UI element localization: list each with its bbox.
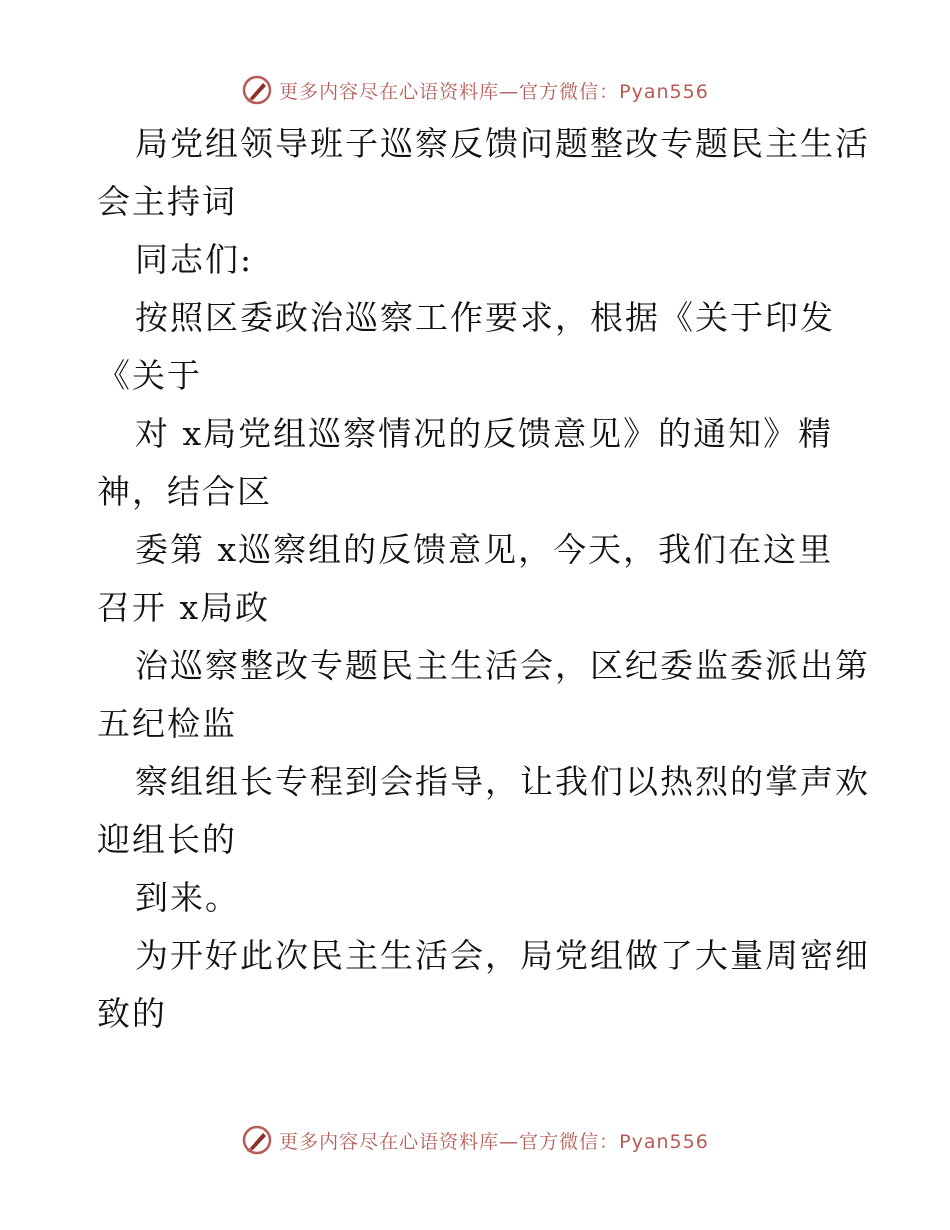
body-line: 对 x局党组巡察情况的反馈意见》的通知》精 bbox=[135, 414, 834, 453]
body-line: 察组组长专程到会指导，让我们以热烈的掌声欢 bbox=[135, 762, 870, 801]
body-line: 为开好此次民主生活会，局党组做了大量周密细 bbox=[135, 936, 870, 975]
quill-pen-logo-icon bbox=[241, 1124, 273, 1156]
title-line-2: 会主持词 bbox=[97, 182, 237, 221]
body-line: 致的 bbox=[97, 994, 167, 1033]
header-banner bbox=[0, 70, 950, 110]
footer-banner-text: 更多内容尽在心语资料库—官方微信：Pyan556 bbox=[279, 1130, 709, 1153]
header-banner-text: 更多内容尽在心语资料库—官方微信：Pyan556 bbox=[279, 80, 709, 103]
body-line: 神，结合区 bbox=[97, 472, 272, 511]
body-line: 五纪检监 bbox=[97, 704, 237, 743]
body-line: 治巡察整改专题民主生活会，区纪委监委派出第 bbox=[135, 646, 870, 685]
quill-pen-logo-icon bbox=[241, 74, 273, 106]
body-line: 迎组长的 bbox=[97, 820, 237, 859]
body-line: 召开 x局政 bbox=[97, 588, 271, 627]
body-line: 《关于 bbox=[97, 356, 202, 395]
body-line: 到来。 bbox=[135, 878, 240, 917]
body-line: 委第 x巡察组的反馈意见，今天，我们在这里 bbox=[135, 530, 834, 569]
footer-banner bbox=[0, 1120, 950, 1160]
salutation: 同志们: bbox=[135, 240, 254, 279]
document-body bbox=[97, 115, 870, 1043]
body-line: 按照区委政治巡察工作要求，根据《关于印发 bbox=[135, 298, 835, 337]
title-line-1: 局党组领导班子巡察反馈问题整改专题民主生活 bbox=[135, 124, 870, 163]
